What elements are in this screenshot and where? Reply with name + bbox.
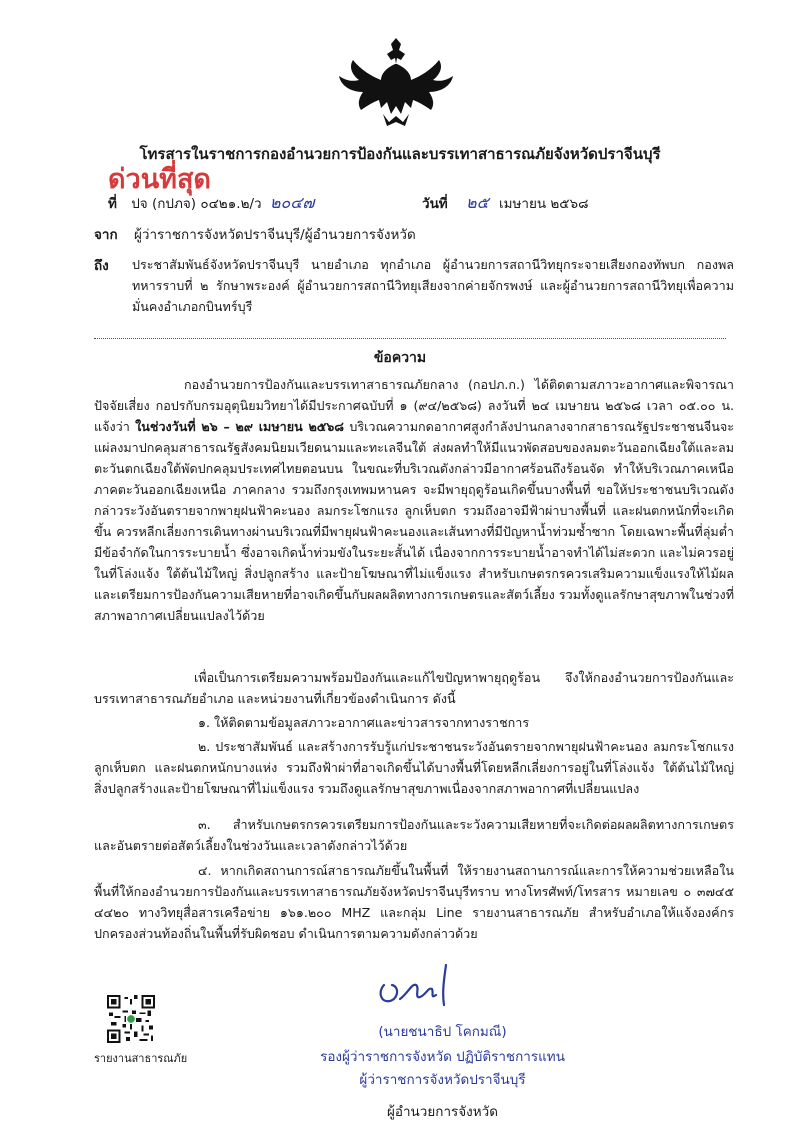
reference-line: [108, 193, 314, 214]
item-2-text: ๒. ประชาสัมพันธ์ และสร้างการรับรู้แก่ประชาชนระวังอันตรายจากพายุฝนฟ้าคะนอง ลมกระโชกแรง ลูกเห็บตก และฝนตกหนักบางแห่ง รวมถึงฟ้าผ่าที่อาจเกิดขึ้นได้บางพื้นที่โดยหลีกเลี่ยงการอยู่ในที่โล่งแจ้ง ใต้ต้นไม้ใหญ่ สิ่งปลูกสร้างและป้ายโฆษณาที่ไม่แข็งแรง รวมถึงดูแลรักษาสุขภาพเนื่องจากสภาพอากาศที่เปลี่ยนแปลง: [94, 739, 734, 796]
date-day-handwritten: ๒๕: [466, 193, 489, 212]
p1-text-bold: ในช่วงวันที่ ๒๖ – ๒๙ เมษายน ๒๕๖๘: [135, 419, 344, 434]
p2-text: เพื่อเป็นการเตรียมความพร้อมป้องกันและแก้ไขปัญหาพายุฤดูร้อน จึงให้กองอำนวยการป้องกันและบรรเทาสาธารณภัยอำเภอ และหน่วยงานที่เกี่ยวข้องดำเนินการ ดังนี้: [94, 670, 734, 706]
item-1-text: ๑. ให้ติดตามข้อมูลสภาวะอากาศและข่าวสารจากทางราชการ: [198, 715, 530, 730]
to-value: ประชาสัมพันธ์จังหวัดปราจีนบุรี นายอำเภอ ทุกอำเภอ ผู้อำนวยการสถานีวิทยุกระจายเสียงกองทัพบก กองพลทหารราบที่ ๒ รักษาพระองค์ ผู้อำนวยการสถานีวิทยุเสียงจากค่ายจักรพงษ์ และผู้อำนวยการสถานีวิทยุเพื่อความมั่นคงอำเภอกบินทร์บุรี: [132, 257, 734, 314]
paragraph-2: [94, 667, 734, 709]
item-1: [94, 712, 734, 733]
signature-mark: [370, 955, 470, 1015]
to-label: ถึง: [94, 258, 109, 274]
signer-name: (นายชนาธิป โคกมณี): [378, 1024, 507, 1040]
p1-text-a: กองอำนวยการป้องกันและบรรเทาสาธารณภัยกลาง (กอปภ.ก.) ได้ติดตามสภาวะอากาศและพิจารณาปัจจัยเสี่ยง กอปรกับกรมอุตุนิยมวิทยาได้มีประกาศฉบับที่ ๑ (๙๔/๒๕๖๘) ลงวันที่ ๒๔ เมษายน ๒๕๖๘ เวลา ๐๕.๐๐ น. แจ้งว่า: [94, 377, 734, 434]
signer-position-2: ผู้ว่าราชการจังหวัดปราจีนบุรี: [359, 1072, 526, 1088]
from-value: ผู้ว่าราชการจังหวัดปราจีนบุรี/ผู้อำนวยการจังหวัด: [133, 227, 416, 243]
footer-title: ผู้อำนวยการจังหวัด: [386, 1104, 499, 1120]
item-4-text: ๔. หากเกิดสถานการณ์สาธารณภัยขึ้นในพื้นที่ ให้รายงานสถานการณ์และการให้ความช่วยเหลือในพื้นที่ให้กองอำนวยการป้องกันและบรรเทาสาธารณภัยจังหวัดปราจีนบุรีทราบ ทางโทรศัพท์/โทรสาร หมายเลข ๐ ๓๗๔๕ ๔๔๒๐ ทางวิทยุสื่อสารเครือข่าย ๑๖๑.๒๐๐ MHZ และกลุ่ม Line รายงานสาธารณภัย สำหรับอำเภอให้แจ้งองค์กรปกครองส่วนท้องถิ่นในพื้นที่รับผิดชอบ ดำเนินการตามความดังกล่าวด้วย: [94, 863, 734, 941]
from-label: จาก: [94, 227, 118, 243]
qr-caption: รายงานสาธารณภัย: [94, 1052, 188, 1065]
item-3-text: ๓. สำหรับเกษตรกรควรเตรียมการป้องกันและระวังความเสียหายที่จะเกิดต่อผลผลิตทางการเกษตรและอันตรายต่อสัตว์เลี้ยงในช่วงวันและเวลาดังกล่าวไว้ด้วย: [94, 817, 734, 853]
paragraph-1: [94, 374, 734, 626]
item-2: [94, 736, 734, 799]
section-title: ข้อความ: [373, 350, 427, 366]
garuda-emblem: [331, 30, 461, 130]
urgent-stamp: ด่วนที่สุด: [108, 164, 211, 195]
ref-number-handwritten: ๒๐๔๗: [269, 193, 315, 212]
date-line: [422, 193, 589, 214]
date-rest: เมษายน ๒๕๖๘: [498, 196, 589, 212]
signer-position-1: รองผู้ว่าราชการจังหวัด ปฏิบัติราชการแทน: [320, 1049, 565, 1065]
ref-value: ปจ (กปภจ) ๐๔๒๑.๒/ว: [131, 196, 262, 212]
separator-line: [94, 338, 726, 339]
document-header-title: โทรสารในราชการกองอำนวยการป้องกันและบรรเทาสาธารณภัยจังหวัดปราจีนบุรี: [139, 145, 661, 163]
ref-label: ที่: [108, 196, 117, 212]
date-label: วันที่: [422, 196, 448, 212]
from-line: [94, 226, 416, 245]
to-block: [94, 254, 734, 317]
item-4: [94, 860, 734, 944]
item-3: [94, 814, 734, 856]
p1-text-b: บริเวณความกดอากาศสูงกำลังปานกลางจากสาธารณรัฐประชาชนจีนจะแผ่ลงมาปกคลุมสาธารณรัฐสังคมนิยมเวียดนามและทะเลจีนใต้ ส่งผลทำให้มีแนวพัดสอบของลมตะวันออกเฉียงใต้และลมตะวันตกเฉียงใต้พัดปกคลุมประเทศไทยตอนบน ในขณะที่บริเวณดังกล่าวมีอากาศร้อนถึงร้อนจัด ทำให้บริเวณภาคเหนือ ภาคตะวันออกเฉียงเหนือ ภาคกลาง รวมถึงกรุงเทพมหานคร จะมีพายุฤดูร้อนเกิดขึ้นบางพื้นที่ ขอให้ประชาชนบริเวณดังกล่าวระวังอันตรายจากพายุฝนฟ้าคะนอง ลมกระโชกแรง ลูกเห็บตก รวมถึงอาจมีฟ้าผ่าบางพื้นที่ และฝนตกหนักที่จะเกิดขึ้น ควรหลีกเลี่ยงการเดินทางผ่านบริเวณที่มีพายุฝนฟ้าคะนองและเส้นทางที่มีปัญหาน้ำท่วมซ้ำซาก โดยเฉพาะพื้นที่ลุ่มต่ำ มีข้อจำกัดในการระบายน้ำ ซึ่งอาจเกิดน้ำท่วมขังในระยะสั้นได้ เนื่องจากการระบายน้ำอาจทำได้ไม่สะดวก และไม่ควรอยู่ในที่โล่งแจ้ง ใต้ต้นไม้ใหญ่ สิ่งปลูกสร้าง และป้ายโฆษณาที่ไม่แข็งแรง สำหรับเกษตรกรควรเสริมความแข็งแรงให้ไม้ผลและเตรียมการป้องกันความเสียหายที่อาจเกิดขึ้นกับผลผลิตทางการเกษตรและสัตว์เลี้ยง รวมทั้งดูแลรักษาสุขภาพในช่วงที่สภาพอากาศเปลี่ยนแปลงไว้ด้วย: [94, 419, 734, 623]
